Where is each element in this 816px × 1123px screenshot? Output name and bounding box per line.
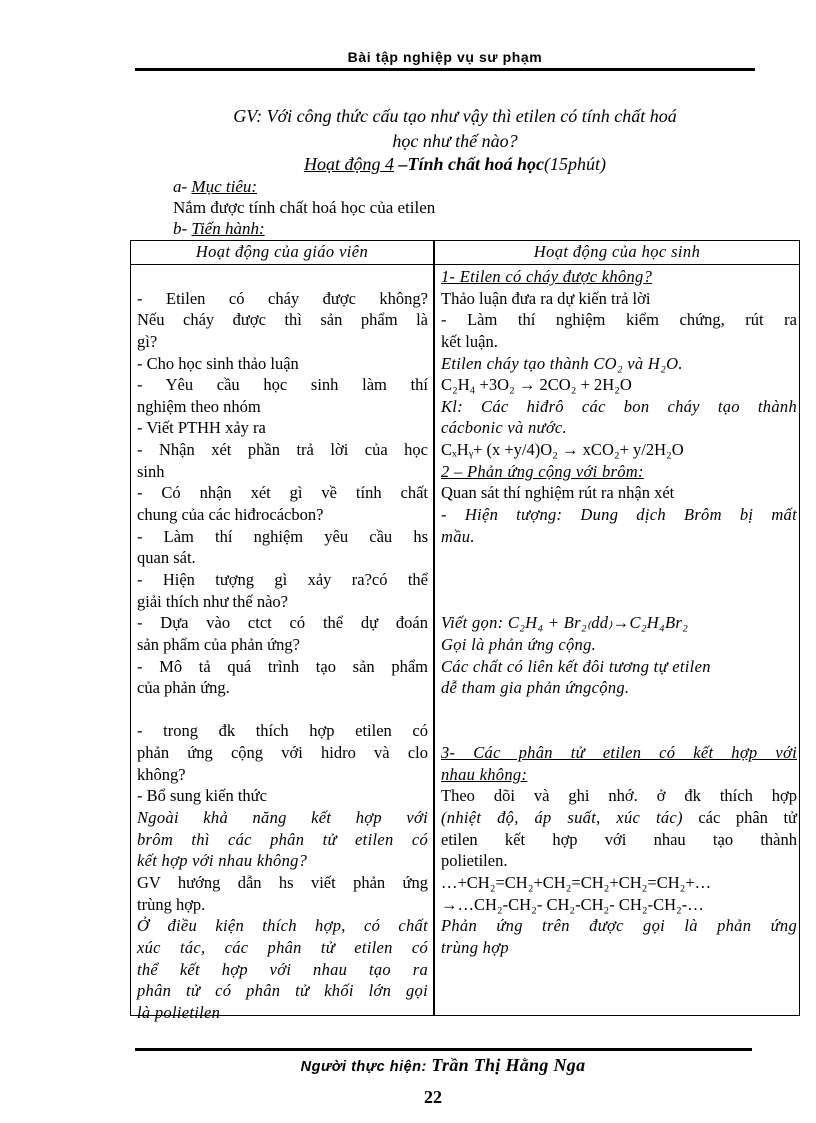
goal-label: Mục tiêu: <box>191 177 258 196</box>
running-header: Bài tập nghiệp vụ sư phạm <box>347 49 543 65</box>
teacher-text: Ngoài khả năng kết hợp với <box>137 808 428 828</box>
teacher-line <box>137 699 428 721</box>
student-line <box>441 915 797 937</box>
student-line <box>441 764 797 786</box>
student-text: CₓHᵧ+ (x +y/4)O₂ → xCO₂+ y/2H₂O <box>441 440 684 460</box>
teacher-text: - Nhận xét phần trả lời của học <box>137 440 428 460</box>
student-line <box>441 699 797 721</box>
teacher-text: - Dựa vào ctct có thể dự đoán <box>137 613 428 633</box>
teacher-line <box>137 720 428 742</box>
student-line <box>441 504 797 526</box>
teacher-line <box>137 677 428 699</box>
teacher-text: brôm thì các phân tử etilen có <box>137 829 428 849</box>
teacher-question-line1: GV: Với công thức cấu tạo như vậy thì etilen có tính chất hoá <box>233 106 677 126</box>
teacher-text: phản ứng cộng với hidro và clo <box>137 743 428 763</box>
teacher-text: kết hợp với nhau không? <box>137 851 308 871</box>
teacher-question-line2: học như thế nào? <box>392 131 518 151</box>
teacher-line <box>137 331 428 353</box>
student-text: Kl: Các hiđrô các bon cháy tạo thành <box>441 396 797 416</box>
teacher-column-header: Hoạt động của giáo viên <box>195 242 369 261</box>
student-line <box>441 591 797 613</box>
student-text: Phản ứng trên được gọi là phản ứng <box>441 916 797 936</box>
student-text: dễ tham gia phản ứngcộng. <box>441 678 630 698</box>
procedure-label: Tiến hành: <box>191 219 265 238</box>
student-text: polietilen. <box>441 851 508 871</box>
teacher-text: chung của các hiđrocácbon? <box>137 505 324 525</box>
activity-title: –Tính chất hoá học <box>393 154 545 174</box>
teacher-line <box>137 266 428 288</box>
student-line <box>441 742 797 764</box>
student-text: Thảo luận đưa ra dự kiến trả lời <box>441 288 651 308</box>
author-line <box>0 1055 816 1076</box>
teacher-line <box>137 829 428 851</box>
student-line <box>441 331 797 353</box>
teacher-text: giải thích như thế nào? <box>137 591 288 611</box>
student-line <box>441 396 797 418</box>
teacher-line <box>137 482 428 504</box>
student-line <box>441 634 797 656</box>
teacher-line <box>137 288 428 310</box>
student-text: 2 – Phản ứng cộng với brôm: <box>441 461 644 481</box>
teacher-line <box>137 591 428 613</box>
student-text: trùng hợp <box>441 937 509 957</box>
footer-rule <box>135 1048 752 1051</box>
student-text: 1- Etilen có cháy được không? <box>441 267 653 286</box>
student-text: →…CH₂-CH₂- CH₂-CH₂- CH₂-CH₂-… <box>441 894 704 914</box>
student-line <box>441 417 797 439</box>
student-line <box>441 309 797 331</box>
page-number: 22 <box>424 1087 442 1107</box>
student-line <box>441 374 797 396</box>
teacher-line <box>137 461 428 483</box>
teacher-text: của phản ứng. <box>137 678 230 698</box>
teacher-text: - Etilen có cháy được không? <box>137 288 428 308</box>
teacher-text: phân tử có phân tử khối lớn gọi <box>137 981 428 1001</box>
teacher-text: - trong đk thích hợp etilen có <box>137 721 428 741</box>
student-line <box>441 547 797 569</box>
student-text: mầu. <box>441 526 475 546</box>
teacher-text: - Có nhận xét gì về tính chất <box>137 483 428 503</box>
author-name: Trần Thị Hằng Nga <box>431 1055 586 1075</box>
student-text: - Hiện tượng: Dung dịch Brôm bị mất <box>441 505 797 525</box>
teacher-text: - Cho học sinh thảo luận <box>137 353 299 373</box>
teacher-line <box>137 742 428 764</box>
teacher-text: - Mô tả quá trình tạo sản phẩm <box>137 656 428 676</box>
teacher-text: Nếu cháy được thì sản phẩm là <box>137 310 428 330</box>
student-line <box>441 482 797 504</box>
teacher-line <box>137 439 428 461</box>
student-line <box>441 439 797 461</box>
teacher-line <box>137 526 428 548</box>
teacher-line <box>137 374 428 396</box>
activity-label: Hoạt động 4 <box>303 154 394 174</box>
goal-text: Nắm được tính chất hoá học của etilen <box>173 198 436 217</box>
student-text: …+CH₂=CH₂+CH₂=CH₂+CH₂=CH₂+… <box>441 872 712 892</box>
author-label: Người thực hiện: <box>300 1059 432 1075</box>
teacher-line <box>137 547 428 569</box>
teacher-line <box>137 569 428 591</box>
teacher-text: trùng hợp. <box>137 894 206 914</box>
student-text: C₂H₄ +3O₂ → 2CO₂ + 2H₂O <box>441 375 632 395</box>
student-line <box>441 785 797 807</box>
student-line <box>441 266 797 288</box>
student-text: Các chất có liên kết đôi tương tự etilen <box>441 656 711 676</box>
student-line <box>441 937 797 959</box>
teacher-line <box>137 785 428 807</box>
teacher-line <box>137 915 428 937</box>
student-text: Quan sát thí nghiệm rút ra nhận xét <box>441 483 675 503</box>
teacher-line <box>137 980 428 1002</box>
student-text: 3- Các phân tử etilen có kết hợp với <box>441 743 797 763</box>
student-line <box>441 807 797 829</box>
teacher-line <box>137 807 428 829</box>
teacher-text: - Bổ sung kiến thức <box>137 786 267 806</box>
student-text: các phân tử <box>682 808 797 828</box>
teacher-activities-cell <box>137 266 428 1023</box>
student-line <box>441 526 797 548</box>
student-text: etilen kết hợp với nhau tạo thành <box>441 829 797 849</box>
teacher-line <box>137 937 428 959</box>
student-line <box>441 850 797 872</box>
teacher-text: nghiệm theo nhóm <box>137 396 261 416</box>
student-line <box>441 353 797 375</box>
student-text: cácbonic và nước. <box>441 418 567 438</box>
teacher-text: - Viết PTHH xảy ra <box>137 418 266 438</box>
teacher-line <box>137 1002 428 1024</box>
student-text: Etilen cháy tạo thành CO₂ và H₂O. <box>441 353 683 373</box>
teacher-text: GV hướng dẫn hs viết phản ứng <box>137 872 428 892</box>
student-text: nhau không: <box>441 764 528 784</box>
teacher-text: là polietilen <box>137 1002 221 1022</box>
procedure-heading <box>173 219 265 239</box>
teacher-line <box>137 612 428 634</box>
teacher-text: quan sát. <box>137 548 196 568</box>
activity-table <box>130 240 800 1022</box>
header-row-divider <box>131 264 799 265</box>
teacher-text: sinh <box>137 461 165 481</box>
goal-heading <box>173 177 257 197</box>
header-rule <box>135 68 755 71</box>
student-line <box>441 872 797 894</box>
teacher-text: Ở điều kiện thích hợp, có chất <box>137 916 428 936</box>
student-text: (nhiệt độ, áp suất, xúc tác) <box>441 808 683 828</box>
student-line <box>441 612 797 634</box>
activity-time: (15phút) <box>544 154 607 174</box>
student-line <box>441 720 797 742</box>
teacher-line <box>137 894 428 916</box>
student-text: - Làm thí nghiệm kiểm chứng, rút ra <box>441 310 797 330</box>
teacher-line <box>137 353 428 375</box>
student-text: Theo dõi và ghi nhớ. ở đk thích hợp <box>441 786 797 806</box>
teacher-text: sản phẩm của phản ứng? <box>137 634 300 654</box>
procedure-prefix: b- <box>173 219 192 238</box>
teacher-line <box>137 417 428 439</box>
student-line <box>441 288 797 310</box>
teacher-line <box>137 634 428 656</box>
student-line <box>441 894 797 916</box>
teacher-line <box>137 872 428 894</box>
column-divider <box>433 241 435 1015</box>
student-line <box>441 461 797 483</box>
student-line <box>441 829 797 851</box>
teacher-line <box>137 850 428 872</box>
teacher-line <box>137 959 428 981</box>
student-text: Viết gọn: C₂H₄ + Br₂₍dd₎→C₂H₄Br₂ <box>441 613 689 633</box>
teacher-line <box>137 396 428 418</box>
teacher-line <box>137 504 428 526</box>
teacher-text: gì? <box>137 331 158 351</box>
student-text: kết luận. <box>441 331 498 351</box>
student-activities-cell <box>441 266 797 959</box>
teacher-text: - Yêu cầu học sinh làm thí <box>137 375 428 395</box>
teacher-text: - Hiện tượng gì xảy ra?có thể <box>137 569 428 589</box>
teacher-line <box>137 309 428 331</box>
teacher-text: xúc tác, các phân tử etilen có <box>137 937 428 957</box>
student-column-header: Hoạt động của học sinh <box>533 242 701 261</box>
student-line <box>441 569 797 591</box>
teacher-text: - Làm thí nghiệm yêu cầu hs <box>137 526 428 546</box>
student-line <box>441 677 797 699</box>
student-text: Gọi là phản ứng cộng. <box>441 634 597 654</box>
goal-prefix: a- <box>173 177 192 196</box>
teacher-text: không? <box>137 764 186 784</box>
activity-heading <box>0 154 816 175</box>
student-line <box>441 656 797 678</box>
teacher-text: thể kết hợp với nhau tạo ra <box>137 959 428 979</box>
teacher-line <box>137 656 428 678</box>
teacher-line <box>137 764 428 786</box>
